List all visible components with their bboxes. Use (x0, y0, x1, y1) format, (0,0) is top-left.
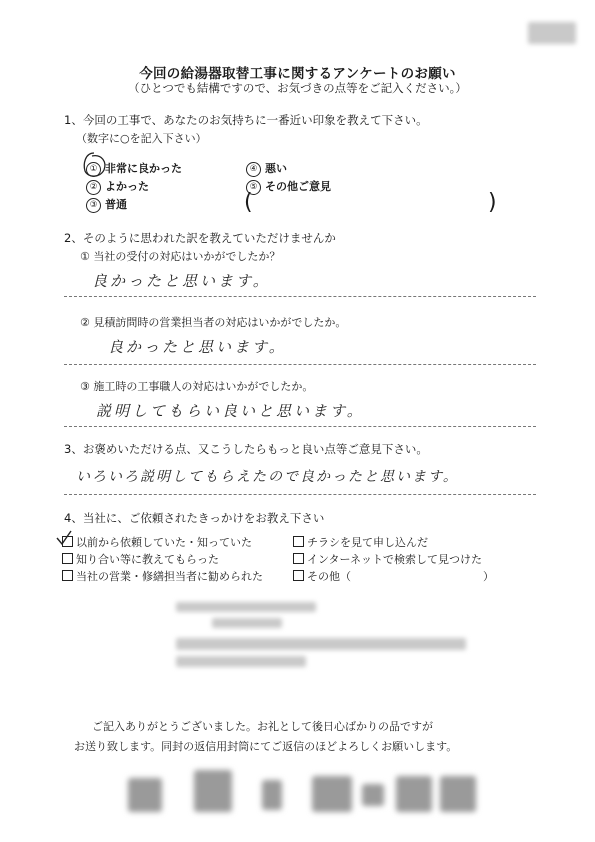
q2-sub3-answer[interactable]: 説明してもらい良いと思います。 (96, 402, 365, 420)
q1-option-3[interactable] (86, 196, 127, 213)
redacted-address-line (176, 602, 316, 612)
checkbox[interactable] (62, 570, 73, 581)
checkbox[interactable] (62, 553, 73, 564)
q1-option-2[interactable] (86, 178, 149, 195)
q2-sub1-answer[interactable]: 良かったと思います。 (92, 272, 271, 290)
redacted-company-name (440, 776, 476, 812)
redacted-address-line (176, 638, 466, 650)
checkbox[interactable] (62, 536, 73, 547)
q2-sub2-label: ② 見積訪問時の営業担当者の対応はいかがでしたか。 (80, 316, 347, 329)
option-number: ③ (86, 198, 101, 213)
q4-option-1[interactable] (62, 534, 252, 550)
checkbox[interactable] (293, 536, 304, 547)
redacted-company-name (312, 776, 352, 812)
option-number: ② (86, 180, 101, 195)
option-number: ④ (246, 162, 261, 177)
option-label: チラシを見て申し込んだ (307, 536, 428, 549)
q1-option-5[interactable] (246, 178, 331, 195)
option-label: 非常に良かった (105, 162, 182, 175)
redacted-address-line (212, 618, 282, 628)
option-label: 以前から依頼していた・知っていた (76, 536, 252, 549)
closing-line-1: ご記入ありがとうございました。お礼として後日心ばかりの品ですが (92, 720, 433, 733)
redacted-company-name (128, 778, 162, 812)
closing-line-2: お送り致します。同封の返信用封筒にてご返信のほどよろしくお願いします。 (74, 740, 458, 753)
option-label: インターネットで検索して見つけた (307, 553, 483, 566)
q2-sub1-label: ① 当社の受付の対応はいかがでしたか？ (80, 250, 281, 263)
option-number: ⑤ (246, 180, 261, 195)
redacted-stamp (528, 22, 576, 44)
q2-sub2-answer[interactable]: 良かったと思います。 (108, 338, 287, 356)
handdrawn-circle-mark (80, 150, 108, 180)
redacted-address-line (176, 656, 306, 667)
q4-option-4[interactable] (293, 534, 428, 550)
q4-option-6[interactable] (293, 568, 494, 584)
redacted-company-name (194, 770, 232, 812)
q2-question: 2、そのように思われた訳を教えていただけませんか (64, 231, 336, 245)
paren-close: ) (488, 190, 497, 215)
q1-question: 1、今回の工事で、あなたのお気持ちに一番近い印象を教えて下さい。 (64, 113, 428, 127)
checkbox[interactable] (293, 553, 304, 564)
option-label: 普通 (105, 198, 127, 211)
answer-line (64, 494, 536, 495)
answer-line (64, 426, 536, 427)
option-label: 悪い (265, 162, 287, 175)
q4-option-2[interactable] (62, 551, 219, 567)
q4-option-3[interactable] (62, 568, 263, 584)
option-label: その他（ ） (307, 570, 494, 583)
redacted-company-name (362, 784, 384, 806)
option-label: 当社の営業・修繕担当者に勧められた (76, 570, 263, 583)
option-label: 知り合い等に教えてもらった (76, 553, 219, 566)
option-label: よかった (105, 180, 149, 193)
q2-sub3-label: ③ 施工時の工事職人の対応はいかがでしたか。 (80, 380, 314, 393)
q4-option-5[interactable] (293, 551, 482, 567)
q1-option-4[interactable] (246, 160, 287, 177)
survey-title: 今回の給湯器取替工事に関するアンケートのお願い (139, 66, 456, 82)
option-label: その他ご意見 (265, 180, 331, 193)
checkbox[interactable] (293, 570, 304, 581)
answer-line (64, 296, 536, 297)
redacted-company-name (262, 780, 282, 810)
q4-question: 4、当社に、ご依頼されたきっかけをお教え下さい (64, 511, 325, 525)
survey-subtitle: （ひとつでも結構ですので、お気づきの点等をご記入ください。） (128, 81, 467, 95)
q1-instruction: （数字に○を記入下さい） (76, 132, 207, 145)
q3-question: 3、お褒めいただける点、又こうしたらもっと良い点等ご意見下さい。 (64, 442, 428, 456)
redacted-company-name (396, 776, 432, 812)
answer-line (64, 364, 536, 365)
option-number: ① (86, 162, 101, 177)
paren-open: ( (244, 190, 253, 215)
q3-answer[interactable]: いろいろ説明してもらえたので良かったと思います。 (76, 469, 459, 485)
